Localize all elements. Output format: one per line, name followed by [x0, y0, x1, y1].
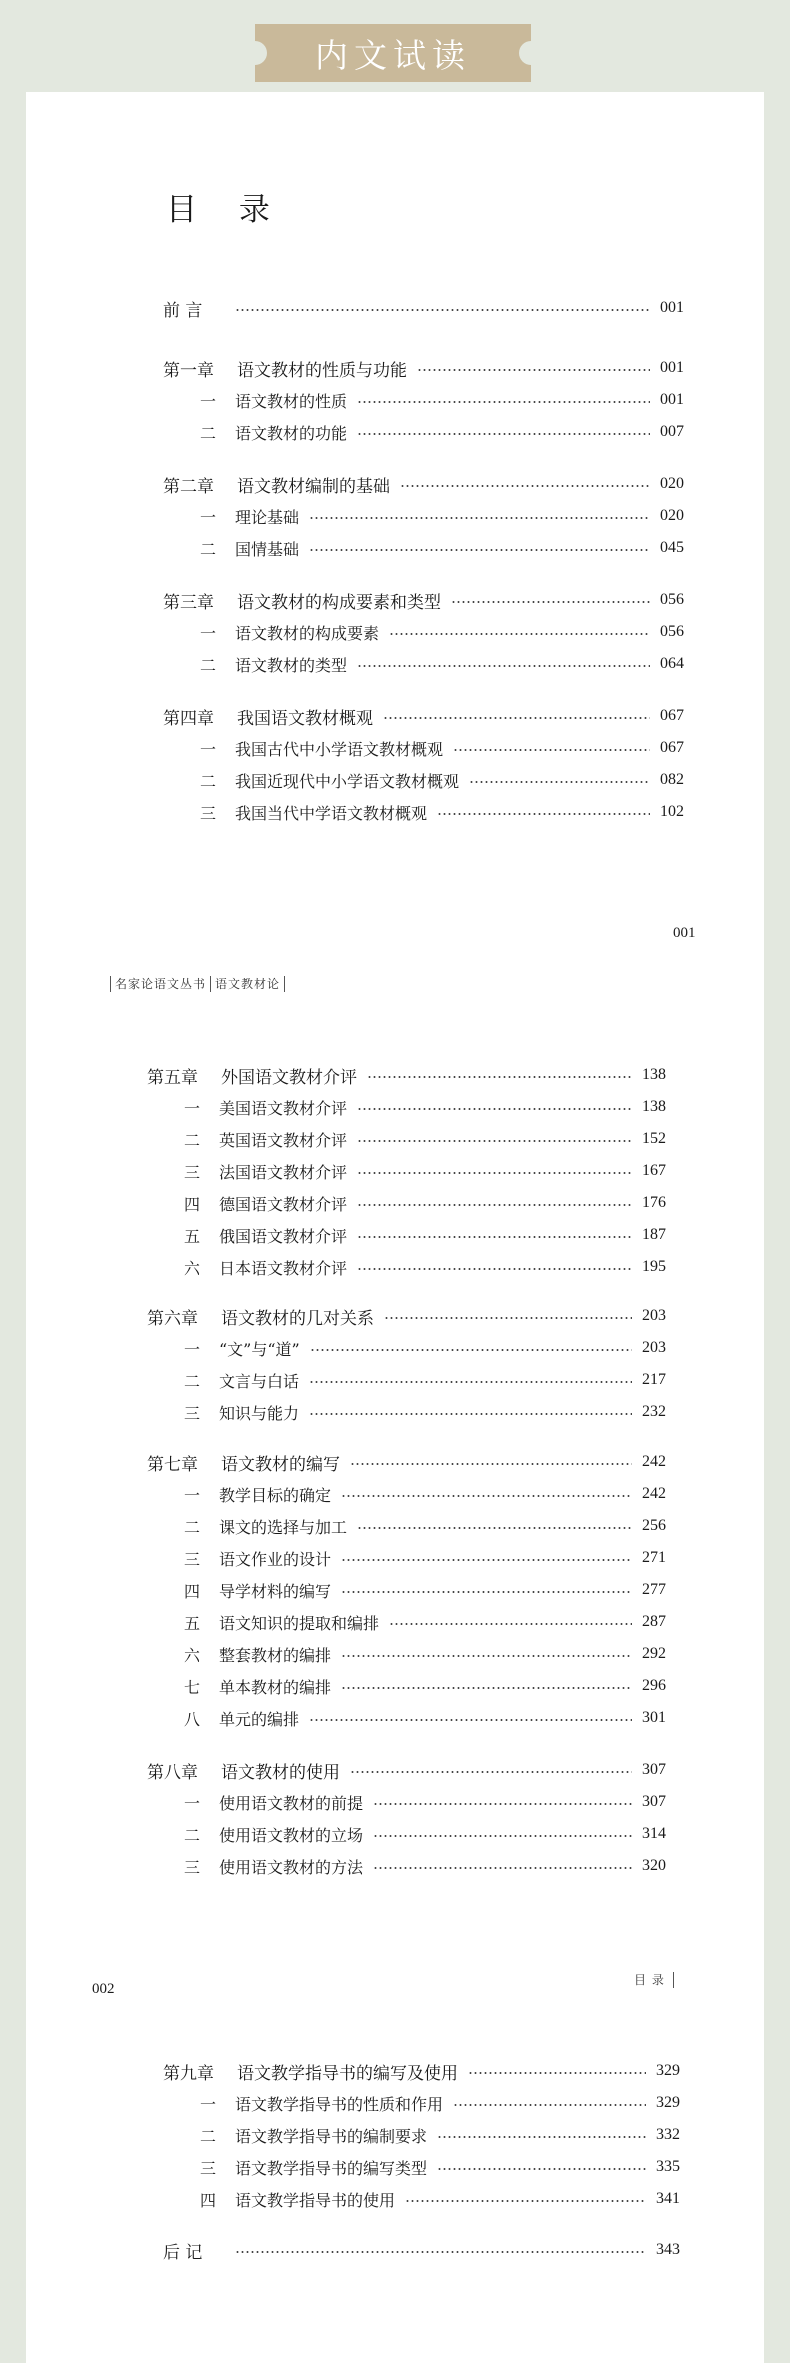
- section-row: [193, 620, 684, 644]
- page-ref: 203: [642, 1339, 666, 1356]
- page-ref: 329: [656, 2094, 680, 2111]
- page-ref: 332: [656, 2126, 680, 2143]
- leader-dots: [310, 1349, 632, 1351]
- chapter-row: [163, 704, 684, 728]
- section-row: [177, 1790, 666, 1814]
- chapter-title: 我国语文教材概观: [237, 708, 373, 729]
- section-row: [193, 420, 684, 444]
- section-number: 六: [183, 1258, 200, 1278]
- page-ref: 167: [642, 1162, 666, 1179]
- leader-dots: [309, 549, 650, 551]
- section-title: 俄国语文教材介评: [219, 1226, 348, 1246]
- section-title: 使用语文教材的立场: [219, 1825, 364, 1845]
- section-title: 语文教材的构成要素: [235, 623, 380, 643]
- section-number: 二: [199, 771, 216, 791]
- page-ref: 007: [660, 423, 684, 440]
- leader-dots: [357, 1172, 632, 1174]
- page-ref: 152: [642, 1130, 666, 1147]
- section-row: [177, 1482, 666, 1506]
- chapter-label: 第九章: [163, 2063, 214, 2084]
- section-title: “文”与“道”: [219, 1339, 300, 1359]
- page-ref: 242: [642, 1485, 666, 1502]
- section-number: 一: [199, 507, 216, 527]
- section-number: 二: [183, 1130, 200, 1150]
- section-row: [177, 1854, 666, 1878]
- leader-dots: [357, 1204, 632, 1206]
- page-ref: 335: [656, 2158, 680, 2175]
- section-row: [193, 504, 684, 528]
- section-title: 语文作业的设计: [219, 1549, 332, 1569]
- page-ref: 271: [642, 1549, 666, 1566]
- page-ref: 001: [660, 391, 684, 408]
- section-row: [193, 652, 684, 676]
- leader-dots: [309, 1413, 632, 1415]
- page-ref: 102: [660, 803, 684, 820]
- section-number: 一: [183, 1793, 200, 1813]
- chapter-title: 语文教材的构成要素和类型: [237, 592, 441, 613]
- section-title: 整套教材的编排: [219, 1645, 332, 1665]
- leader-dots: [357, 1140, 632, 1142]
- chapter-row: [163, 2238, 680, 2262]
- leader-dots: [357, 1236, 632, 1238]
- section-row: [193, 2155, 680, 2179]
- section-title: 单本教材的编排: [219, 1677, 332, 1697]
- page-ref: 056: [660, 623, 684, 640]
- page-ref: 203: [642, 1307, 666, 1324]
- leader-dots: [405, 2200, 646, 2202]
- leader-dots: [389, 633, 650, 635]
- section-title: 使用语文教材的方法: [219, 1857, 364, 1877]
- section-number: 一: [183, 1339, 200, 1359]
- page-ref: 067: [660, 707, 684, 724]
- leader-dots: [417, 369, 650, 371]
- leader-dots: [309, 1719, 632, 1721]
- page-ref: 067: [660, 739, 684, 756]
- section-row: [177, 1191, 666, 1215]
- page-ref: 242: [642, 1453, 666, 1470]
- section-number: 二: [199, 423, 216, 443]
- section-title: 语文教材的类型: [235, 655, 348, 675]
- section-number: 八: [183, 1709, 200, 1729]
- section-row: [193, 2091, 680, 2115]
- section-title: 语文教学指导书的使用: [235, 2190, 396, 2210]
- section-number: 二: [183, 1371, 200, 1391]
- page-ref: 341: [656, 2190, 680, 2207]
- page-ref: 056: [660, 591, 684, 608]
- section-number: 一: [199, 391, 216, 411]
- chapter-row: [147, 1758, 666, 1782]
- section-title: 使用语文教材的前提: [219, 1793, 364, 1813]
- chapter-row: [163, 2059, 680, 2083]
- chapter-title: 语文教材编制的基础: [237, 476, 390, 497]
- chapter-label: 第八章: [147, 1762, 198, 1783]
- chapter-label: 第五章: [147, 1067, 198, 1088]
- section-title: 我国当代中学语文教材概观: [235, 803, 428, 823]
- page-ref: 195: [642, 1258, 666, 1275]
- section-number: 一: [199, 739, 216, 759]
- page-ref: 296: [642, 1677, 666, 1694]
- section-title: 法国语文教材介评: [219, 1162, 348, 1182]
- leader-dots: [309, 1381, 632, 1383]
- section-row: [193, 768, 684, 792]
- section-number: 三: [183, 1549, 200, 1569]
- chapter-row: [163, 588, 684, 612]
- page-ref: 329: [656, 2062, 680, 2079]
- chapter-title: 外国语文教材介评: [221, 1067, 357, 1088]
- running-head-right: [634, 1971, 678, 1988]
- leader-dots: [451, 601, 650, 603]
- page-ref: 020: [660, 507, 684, 524]
- section-number: 二: [199, 2126, 216, 2146]
- page-ref: 020: [660, 475, 684, 492]
- section-number: 一: [199, 623, 216, 643]
- section-title: 教学目标的确定: [219, 1485, 332, 1505]
- page-number-2: 002: [92, 1981, 115, 1997]
- banner-text: 内文试读: [315, 35, 471, 75]
- page-ref: 343: [656, 2241, 680, 2258]
- page-ref: 232: [642, 1403, 666, 1420]
- chapter-row: [163, 356, 684, 380]
- section-title: 语文教学指导书的编写类型: [235, 2158, 428, 2178]
- section-number: 五: [183, 1226, 200, 1246]
- page-number-1: 001: [673, 925, 696, 941]
- leader-dots: [341, 1495, 632, 1497]
- series-name: 名家论语文丛书: [115, 977, 207, 991]
- section-row: [177, 1400, 666, 1424]
- chapter-label: 后 记: [163, 2242, 203, 2263]
- chapter-row: [163, 472, 684, 496]
- page-ref: 256: [642, 1517, 666, 1534]
- section-row: [177, 1223, 666, 1247]
- section-row: [177, 1706, 666, 1730]
- chapter-title: 语文教材的使用: [221, 1762, 340, 1783]
- chapter-label: 第四章: [163, 708, 214, 729]
- section-row: [193, 2123, 680, 2147]
- section-number: 二: [183, 1517, 200, 1537]
- section-row: [193, 736, 684, 760]
- leader-dots: [357, 401, 650, 403]
- section-number: 一: [183, 1098, 200, 1118]
- section-title: 国情基础: [235, 539, 300, 559]
- section-number: 三: [183, 1162, 200, 1182]
- section-title: 课文的选择与加工: [219, 1517, 348, 1537]
- section-number: 四: [183, 1194, 200, 1214]
- section-number: 二: [199, 539, 216, 559]
- page-ref: 217: [642, 1371, 666, 1388]
- leader-dots: [400, 485, 650, 487]
- chapter-label: 第三章: [163, 592, 214, 613]
- page-ref: 277: [642, 1581, 666, 1598]
- leader-dots: [367, 1076, 632, 1078]
- section-number: 四: [199, 2190, 216, 2210]
- chapter-label: 第七章: [147, 1454, 198, 1475]
- section-row: [177, 1578, 666, 1602]
- section-title: 语文教学指导书的性质和作用: [235, 2094, 444, 2114]
- leader-dots: [373, 1803, 632, 1805]
- section-title: 语文教学指导书的编制要求: [235, 2126, 428, 2146]
- section-title: 语文教材的性质: [235, 391, 348, 411]
- page-ref: 320: [642, 1857, 666, 1874]
- toc-title: 目 录: [166, 192, 286, 228]
- page-ref: 138: [642, 1066, 666, 1083]
- running-head-left: [106, 975, 289, 992]
- chapter-row: [147, 1304, 666, 1328]
- section-number: 一: [199, 2094, 216, 2114]
- section-title: 我国古代中小学语文教材概观: [235, 739, 444, 759]
- section-number: 一: [183, 1485, 200, 1505]
- section-number: 二: [199, 655, 216, 675]
- leader-dots: [373, 1867, 632, 1869]
- section-row: [177, 1368, 666, 1392]
- section-title: 美国语文教材介评: [219, 1098, 348, 1118]
- leader-dots: [350, 1771, 632, 1773]
- page-ref: 307: [642, 1793, 666, 1810]
- section-row: [177, 1610, 666, 1634]
- chapter-row: [163, 296, 684, 320]
- page-ref: 287: [642, 1613, 666, 1630]
- leader-dots: [373, 1835, 632, 1837]
- section-row: [193, 388, 684, 412]
- leader-dots: [341, 1591, 632, 1593]
- section-number: 三: [199, 803, 216, 823]
- running-head-title: 目 录: [634, 1973, 665, 1987]
- page-ref: 001: [660, 359, 684, 376]
- leader-dots: [357, 433, 650, 435]
- leader-dots: [389, 1623, 632, 1625]
- leader-dots: [235, 309, 650, 311]
- page-ref: 292: [642, 1645, 666, 1662]
- leader-dots: [357, 1268, 632, 1270]
- section-title: 德国语文教材介评: [219, 1194, 348, 1214]
- leader-dots: [350, 1463, 632, 1465]
- section-title: 理论基础: [235, 507, 300, 527]
- leader-dots: [357, 1108, 632, 1110]
- leader-dots: [437, 2136, 646, 2138]
- leader-dots: [357, 1527, 632, 1529]
- section-row: [177, 1546, 666, 1570]
- chapter-label: 第二章: [163, 476, 214, 497]
- leader-dots: [383, 717, 650, 719]
- chapter-row: [147, 1063, 666, 1087]
- section-title: 导学材料的编写: [219, 1581, 332, 1601]
- section-number: 三: [183, 1403, 200, 1423]
- section-title: 日本语文教材介评: [219, 1258, 348, 1278]
- section-number: 五: [183, 1613, 200, 1633]
- leader-dots: [469, 781, 650, 783]
- section-row: [177, 1255, 666, 1279]
- section-title: 语文知识的提取和编排: [219, 1613, 380, 1633]
- leader-dots: [468, 2072, 646, 2074]
- section-title: 知识与能力: [219, 1403, 300, 1423]
- section-row: [177, 1095, 666, 1119]
- chapter-title: 语文教学指导书的编写及使用: [237, 2063, 458, 2084]
- section-row: [177, 1822, 666, 1846]
- section-title: 我国近现代中小学语文教材概观: [235, 771, 460, 791]
- section-row: [193, 2187, 680, 2211]
- chapter-label: 前 言: [163, 300, 203, 321]
- section-row: [177, 1642, 666, 1666]
- page-ref: 045: [660, 539, 684, 556]
- section-number: 三: [199, 2158, 216, 2178]
- leader-dots: [384, 1317, 632, 1319]
- page-ref: 307: [642, 1761, 666, 1778]
- chapter-row: [147, 1450, 666, 1474]
- section-row: [177, 1514, 666, 1538]
- page-ref: 187: [642, 1226, 666, 1243]
- section-row: [177, 1336, 666, 1360]
- section-number: 六: [183, 1645, 200, 1665]
- section-title: 单元的编排: [219, 1709, 300, 1729]
- section-number: 四: [183, 1581, 200, 1601]
- section-row: [193, 800, 684, 824]
- page-ref: 001: [660, 299, 684, 316]
- leader-dots: [437, 2168, 646, 2170]
- section-number: 二: [183, 1825, 200, 1845]
- page-ref: 064: [660, 655, 684, 672]
- page-ref: 314: [642, 1825, 666, 1842]
- section-number: 三: [183, 1857, 200, 1877]
- section-number: 七: [183, 1677, 200, 1697]
- leader-dots: [309, 517, 650, 519]
- chapter-label: 第一章: [163, 360, 214, 381]
- page-ref: 301: [642, 1709, 666, 1726]
- chapter-title: 语文教材的编写: [221, 1454, 340, 1475]
- chapter-title: 语文教材的性质与功能: [237, 360, 407, 381]
- leader-dots: [437, 813, 650, 815]
- chapter-label: 第六章: [147, 1308, 198, 1329]
- leader-dots: [235, 2251, 646, 2253]
- section-title: 英国语文教材介评: [219, 1130, 348, 1150]
- book-name: 语文教材论: [215, 977, 281, 991]
- leader-dots: [453, 2104, 646, 2106]
- section-title: 语文教材的功能: [235, 423, 348, 443]
- chapter-title: 语文教材的几对关系: [221, 1308, 374, 1329]
- page-ref: 082: [660, 771, 684, 788]
- page-ref: 176: [642, 1194, 666, 1211]
- section-row: [177, 1674, 666, 1698]
- page-ref: 138: [642, 1098, 666, 1115]
- section-row: [193, 536, 684, 560]
- leader-dots: [341, 1687, 632, 1689]
- section-row: [177, 1159, 666, 1183]
- leader-dots: [357, 665, 650, 667]
- leader-dots: [453, 749, 650, 751]
- leader-dots: [341, 1655, 632, 1657]
- section-title: 文言与白话: [219, 1371, 300, 1391]
- section-row: [177, 1127, 666, 1151]
- leader-dots: [341, 1559, 632, 1561]
